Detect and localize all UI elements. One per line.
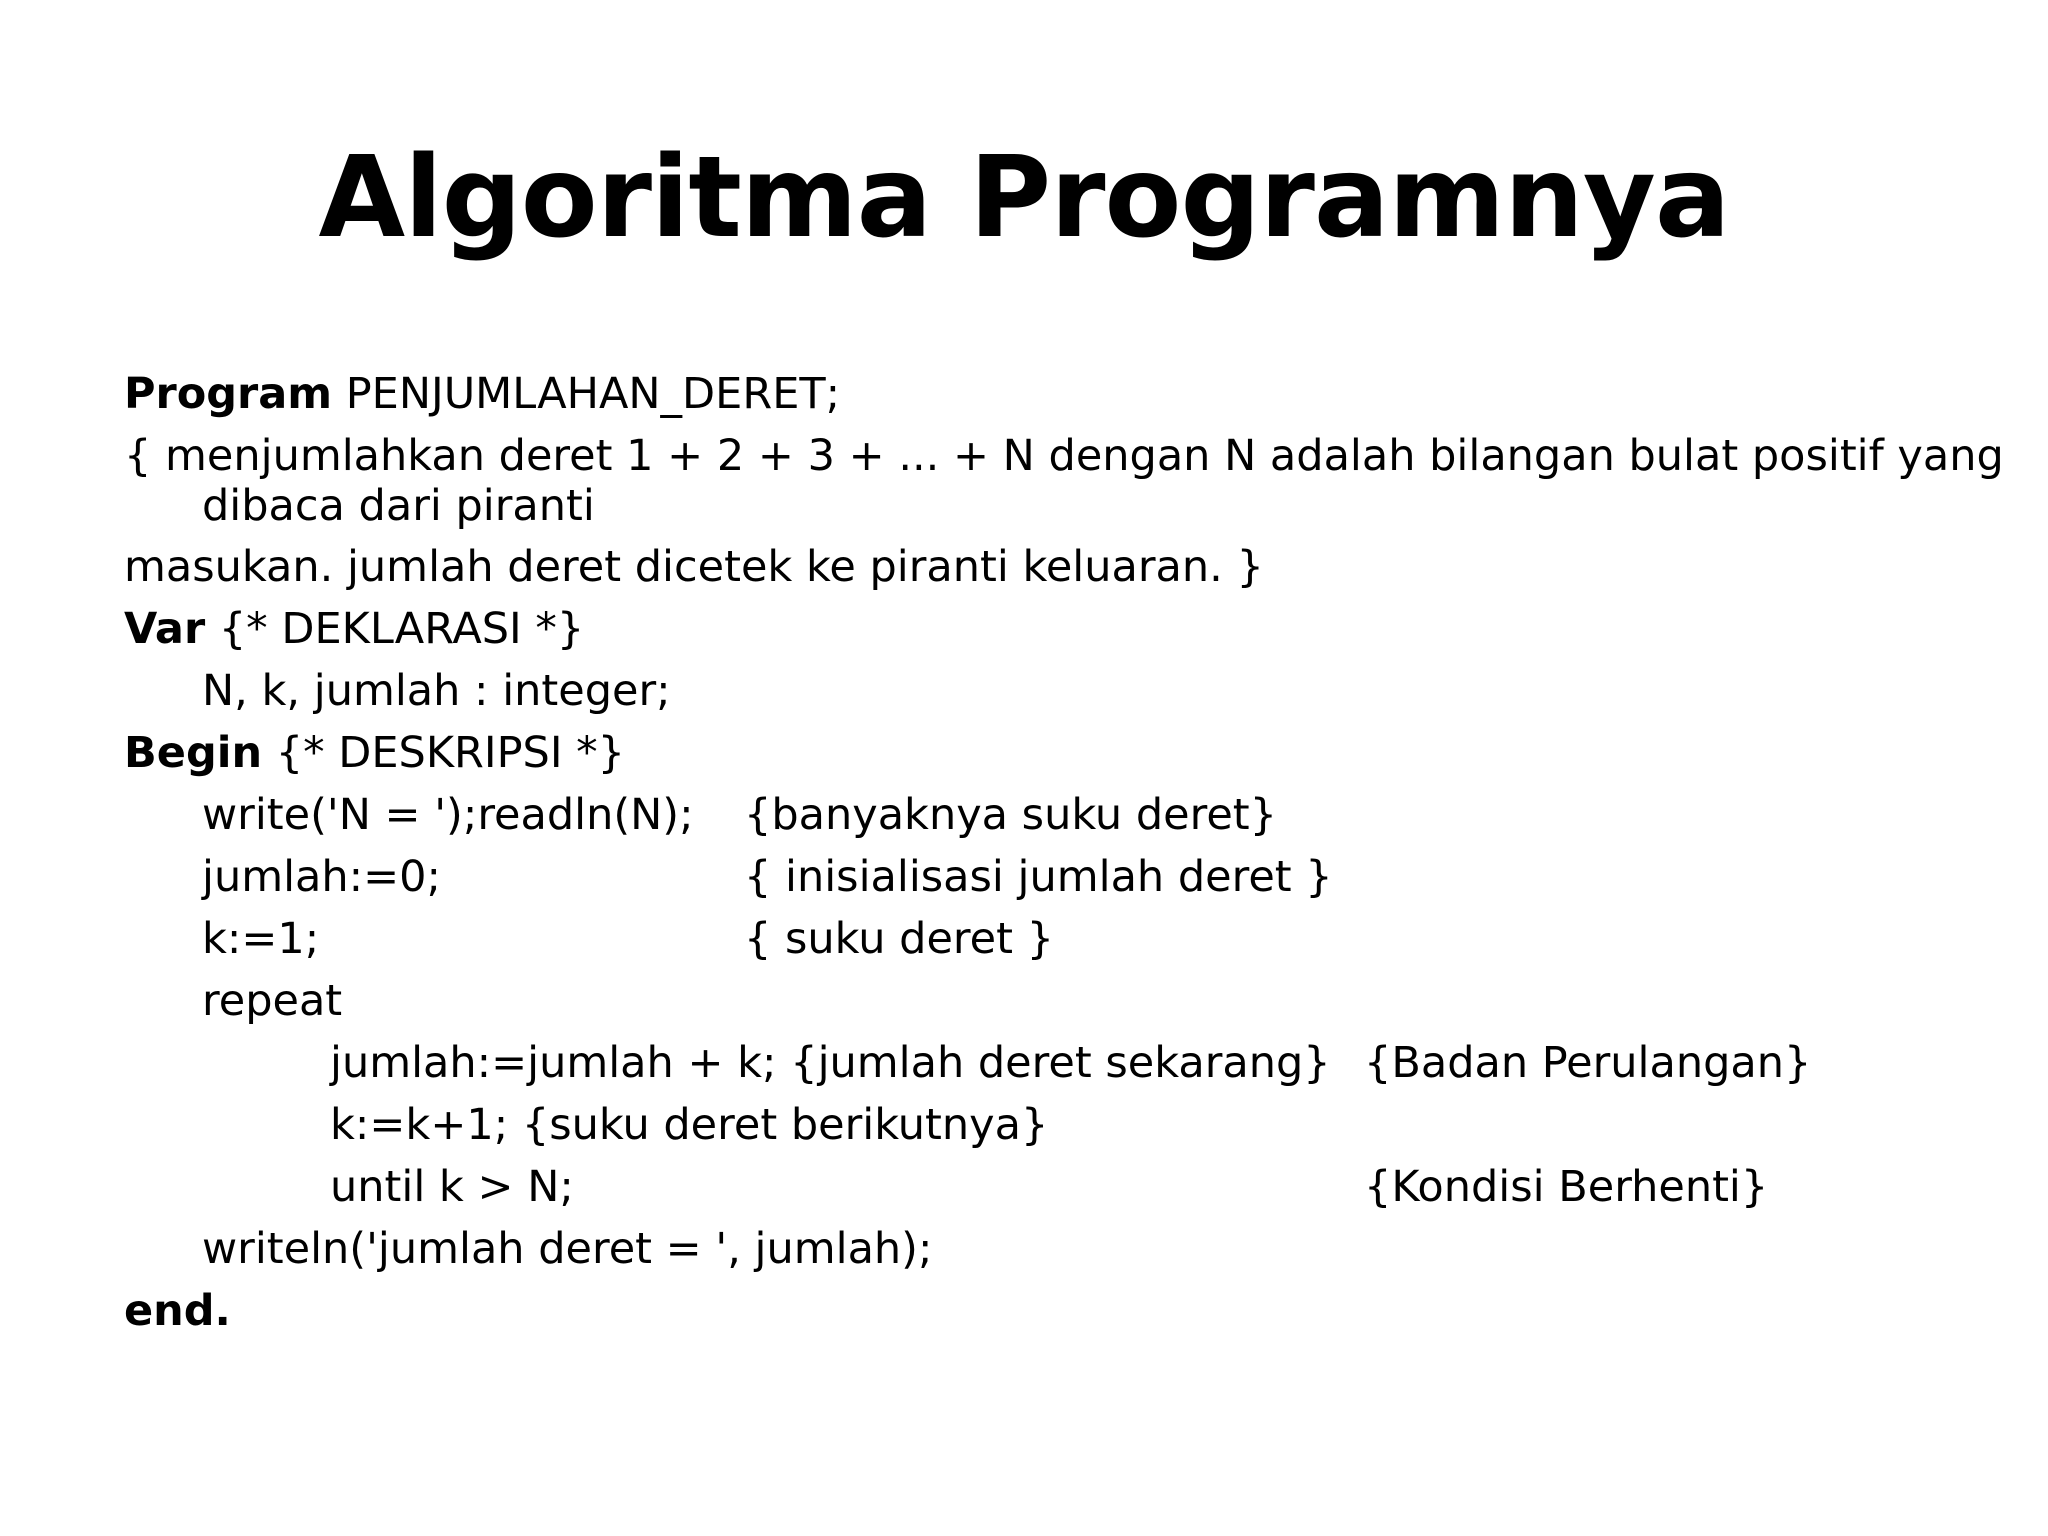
stmt-sum: jumlah:=jumlah + k; {jumlah deret sekarang} xyxy=(330,1038,1331,1088)
program-name: PENJUMLAHAN_DERET; xyxy=(332,369,841,419)
stmt-write: write('N = ');readln(N); xyxy=(202,790,694,840)
stmt-until: until k > N; xyxy=(330,1162,574,1212)
comment-line-2: dibaca dari piranti xyxy=(202,481,595,531)
stmt-increment: k:=k+1; {suku deret berikutnya} xyxy=(330,1100,1049,1150)
stmt-repeat: repeat xyxy=(202,976,343,1026)
stmt-write-comment: {banyaknya suku deret} xyxy=(744,790,1277,840)
var-line xyxy=(124,603,584,655)
begin-keyword: Begin xyxy=(124,728,263,778)
stmt-k: k:=1; xyxy=(202,914,320,964)
var-keyword: Var xyxy=(124,604,206,654)
stmt-writeln: writeln('jumlah deret = ', jumlah); xyxy=(202,1224,933,1274)
stmt-k-comment: { suku deret } xyxy=(744,914,1055,964)
program-keyword: Program xyxy=(124,369,333,419)
stmt-init-comment: { inisialisasi jumlah deret } xyxy=(744,852,1333,902)
comment-line-1: { menjumlahkan deret 1 + 2 + 3 + ... + N dengan N adalah bilangan bulat positif yang xyxy=(124,431,2004,481)
slide-title: Algoritma Programnya xyxy=(318,133,1730,263)
stmt-until-note: {Kondisi Berhenti} xyxy=(1364,1162,1769,1212)
var-comment: {* DEKLARASI *} xyxy=(205,604,585,654)
begin-line xyxy=(124,727,625,779)
end-keyword: end. xyxy=(124,1286,231,1336)
comment-line-3: masukan. jumlah deret dicetek ke piranti keluaran. } xyxy=(124,542,1264,592)
stmt-sum-note: {Badan Perulangan} xyxy=(1364,1038,1812,1088)
stmt-init: jumlah:=0; xyxy=(202,852,441,902)
program-line xyxy=(124,368,840,420)
begin-comment: {* DESKRIPSI *} xyxy=(262,728,626,778)
var-declaration: N, k, jumlah : integer; xyxy=(202,666,671,716)
